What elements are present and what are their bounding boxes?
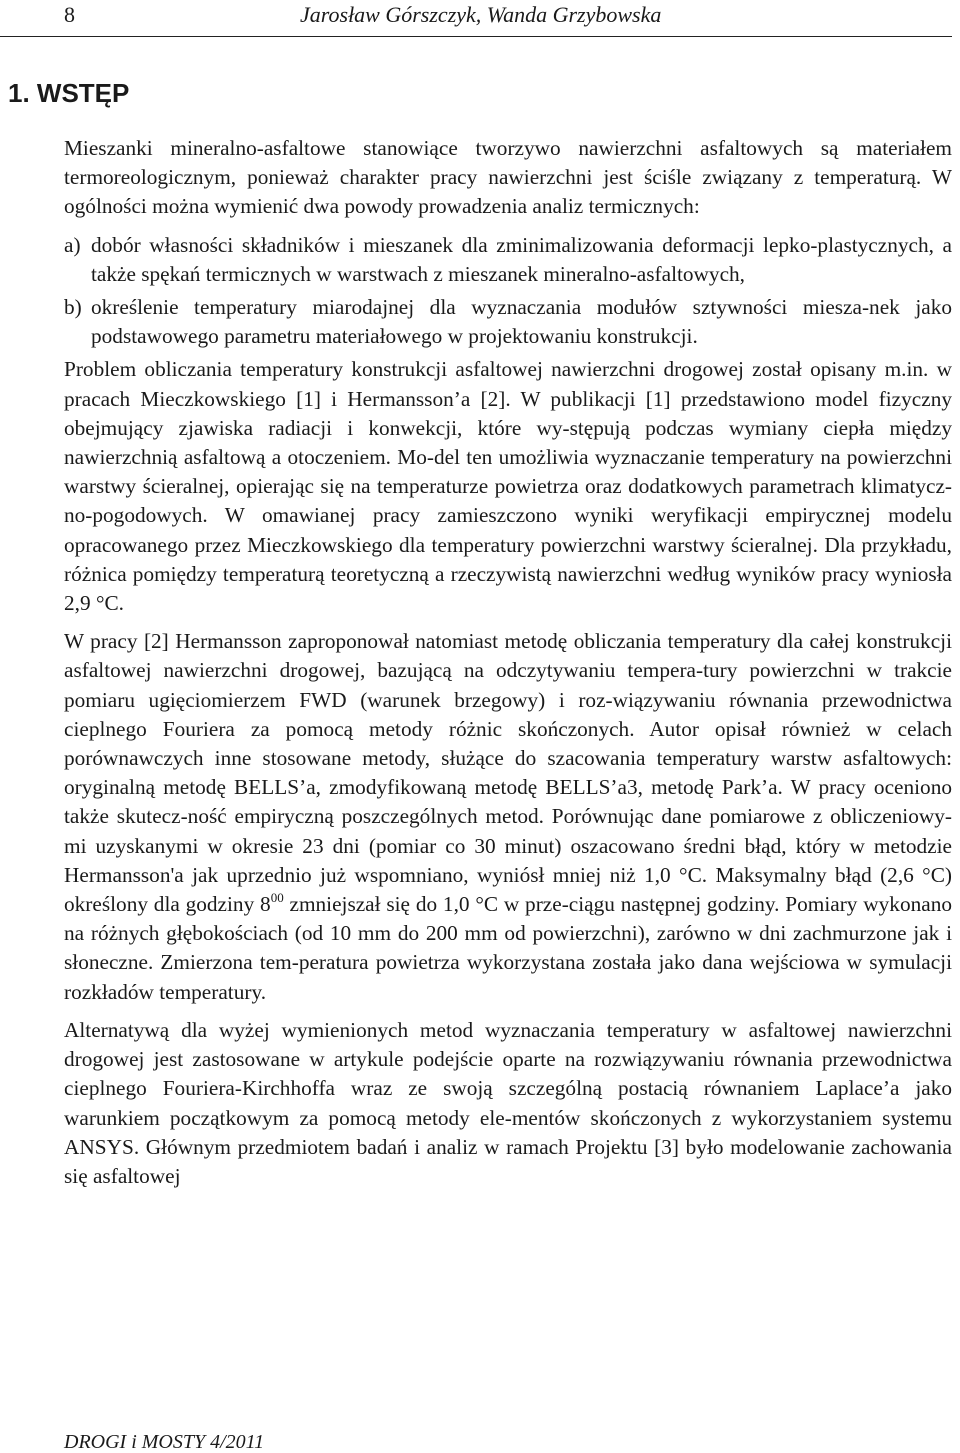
running-head-authors: Jarosław Górszczyk, Wanda Grzybowska — [300, 2, 662, 27]
paragraph-intro: Mieszanki mineralno-asfaltowe stanowiące tworzywo nawierzchni asfaltowych są materiałem termoreologicznym, ponieważ charakter pracy nawierzchni jest ściśle związany z temperaturą. W ogólności można wymienić dwa powody prowadzenia analiz termicznych: — [64, 136, 952, 219]
list-item-a — [64, 231, 952, 289]
paragraph-hermansson — [64, 627, 952, 1007]
paragraph-alternative: Alternatywą dla wyżej wymienionych metod wyznaczania temperatury w asfaltowej nawierzchni drogowej jest zastosowane w artykule podejście oparte na rozwiązywaniu równania przewodnictwa cieplnego Fouriera-Kirchhoffa wraz ze swoją szczególną postacią równaniem Laplace’a jako warunkiem początkowym za pomocą metody ele-mentów skończonych z wykorzystaniem systemu ANSYS. Głównym przedmiotem badań i analiz w ramach Projektu [3] było modelowanie zachowania się asfaltowej — [64, 1017, 952, 1188]
paragraph-hermansson-part1: W pracy [2] Hermansson zaproponował natomiast metodę obliczania temperatury dla całej konstrukcji asfaltowej nawierzchni drogowej, bazującą na odczytywaniu tempera-tury powierzchni w trakcie pomiaru ugięciomierzem FWD (warunek brzegowy) i roz-wiązywaniu równania przewodnictwa cieplnego Fouriera za pomocą metody różnic skończonych. Autor opisał również w celach porównawczych inne stosowane metody, służące do szacowania temperatury warstw asfaltowych: oryginalną metodę BELLS’a, zmodyfikowaną metodę BELLS’a3, metodę Park’a. W pracy oceniono także skutecz-ność empiryczną poszczególnych metod. Porównując dane pomiarowe z obliczeniowy-mi uzyskanymi w okresie 23 dni (pomiar co 30 minut) oszacowano średni błąd, który w metodzie Hermansson'a jak uprzednio już wspomniano, wyniósł mniej niż 1,0 °C. Maksymalny błąd (2,6 °C) określony dla godziny 8 — [64, 629, 952, 917]
list-item-text: określenie temperatury miarodajnej dla wyznaczania modułów sztywności miesza-nek jako podstawowego parametru materiałowego w projektowaniu konstrukcji. — [91, 295, 952, 349]
list-marker: b) — [64, 295, 82, 320]
list-item-text: dobór własności składników i mieszanek dla zminimalizowania deformacji lepko-plastycznych, a także spękań termicznych w warstwach z mieszanek mineralno-asfaltowych, — [91, 232, 952, 286]
superscript-hour: 00 — [270, 890, 284, 906]
header-rule — [0, 36, 952, 37]
paragraph-hermansson-part2: zmniejszał się do 1,0 °C w prze-ciągu następnej godziny. Pomiary wykonano na różnych głębokościach (od 10 mm do 200 mm od powierzchni), zarówno w dni zachmurzone jak i słoneczne. Zmierzona tem-peratura powietrza wykorzystana została jako dana wejściowa w symulacji rozkładów temperatury. — [64, 892, 952, 1004]
section-heading: 1. WSTĘP — [8, 78, 130, 108]
paragraph-problem: Problem obliczania temperatury konstrukcji asfaltowej nawierzchni drogowej został opisany m.in. w pracach Mieczkowskiego [1] i Hermansson’a [2]. W publikacji [1] przedstawiono model fizyczny obejmujący zjawiska radiacji i konwekcji, które wy-stępują podczas wymiany ciepła między nawierzchnią asfaltową a otoczeniem. Mo-del ten umożliwia wyznaczanie temperatury na powierzchni warstwy ścieralnej, opierając się na temperaturze powietrza oraz dodatkowych parametrach klimatycz-no-pogodowych. W omawianej pracy zamieszczono wyniki weryfikacji empirycznej modelu opracowanego przez Mieczkowskiego dla temperatury powierzchni warstwy ścieralnej. Dla przykładu, różnica pomiędzy temperaturą teoretyczną a rzeczywistą nawierzchni według wyników pracy wyniosła 2,9 °C. — [64, 357, 952, 616]
list-marker: a) — [64, 232, 81, 257]
list-item-b — [64, 293, 952, 351]
page-number: 8 — [64, 2, 75, 27]
page-footer-journal: DROGI i MOSTY 4/2011 — [64, 1431, 265, 1453]
page-header — [0, 0, 960, 40]
body-text — [64, 134, 952, 1191]
